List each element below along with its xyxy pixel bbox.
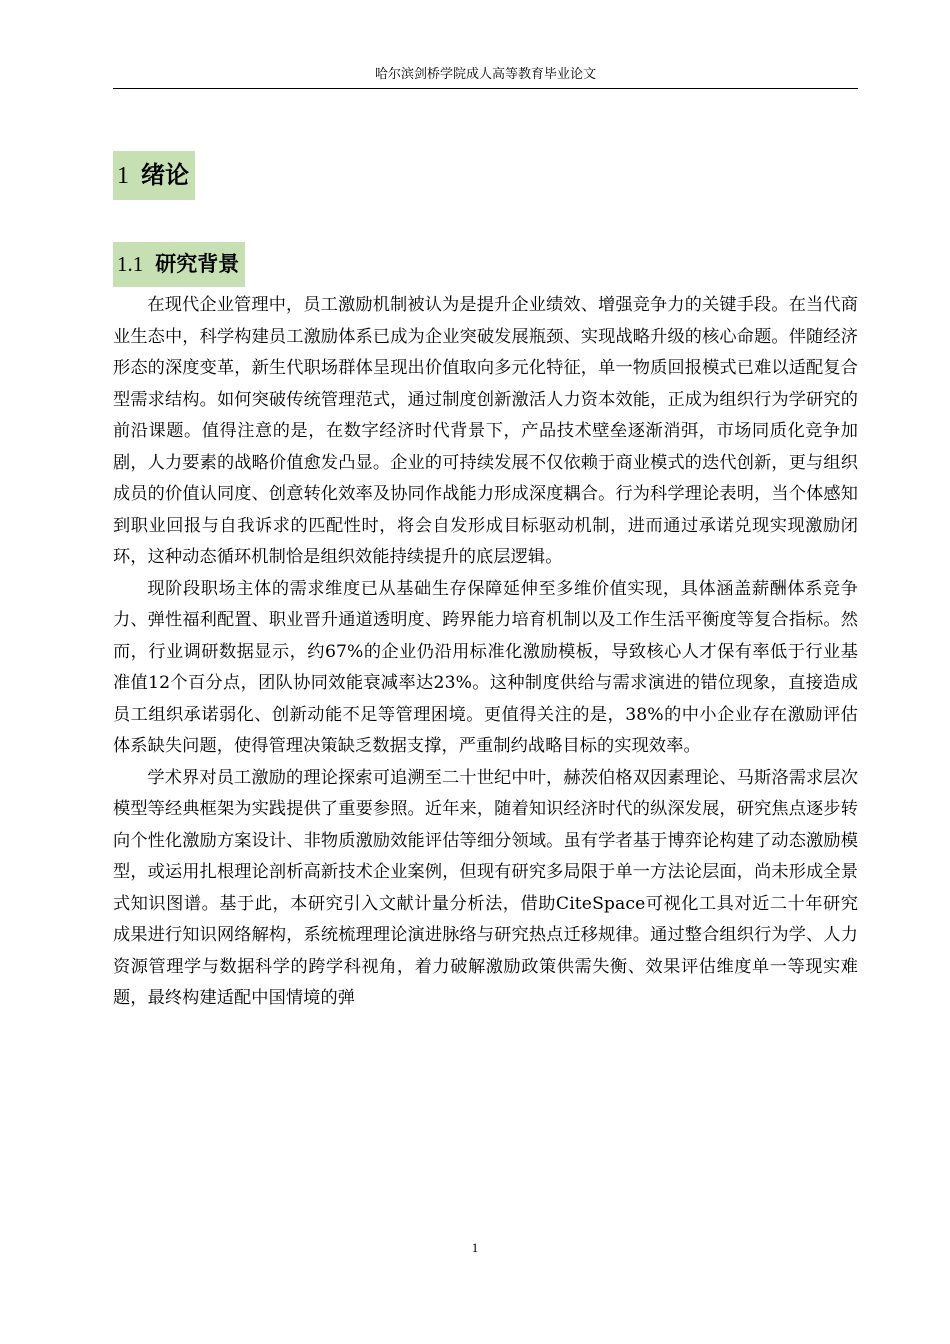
section-heading xyxy=(113,242,245,287)
chapter-heading xyxy=(113,151,195,200)
chapter-title: 绪论 xyxy=(141,161,189,189)
paragraph-1: 在现代企业管理中，员工激励机制被认为是提升企业绩效、增强竞争力的关键手段。在当代商业生态中，科学构建员工激励体系已成为企业突破发展瓶颈、实现战略升级的核心命题。伴随经济形态的深度变革，新生代职场群体呈现出价值取向多元化特征，单一物质回报模式已难以适配复合型需求结构。如何突破传统管理范式，通过制度创新激活人力资本效能，正成为组织行为学研究的前沿课题。值得注意的是，在数字经济时代背景下，产品技术壁垒逐渐消弭，市场同质化竞争加剧，人力要素的战略价值愈发凸显。企业的可持续发展不仅依赖于商业模式的迭代创新，更与组织成员的价值认同度、创意转化效率及协同作战能力形成深度耦合。行为科学理论表明，当个体感知到职业回报与自我诉求的匹配性时，将会自发形成目标驱动机制，进而通过承诺兑现实现激励闭环，这种动态循环机制恰是组织效能持续提升的底层逻辑。 xyxy=(113,295,858,567)
section-title: 研究背景 xyxy=(155,252,240,276)
chapter-number: 1 xyxy=(117,163,129,189)
section-number: 1.1 xyxy=(117,252,144,276)
page-number: 1 xyxy=(471,1240,479,1255)
body-text xyxy=(113,290,858,1015)
header-rule xyxy=(113,88,858,89)
paragraph-3: 学术界对员工激励的理论探索可追溯至二十世纪中叶，赫茨伯格双因素理论、马斯洛需求层次模型等经典框架为实践提供了重要参照。近年来，随着知识经济时代的纵深发展，研究焦点逐步转向个性化激励方案设计、非物质激励效能评估等细分领域。虽有学者基于博弈论构建了动态激励模型，或运用扎根理论剖析高新技术企业案例，但现有研究多局限于单一方法论层面，尚未形成全景式知识图谱。基于此，本研究引入文献计量分析法，借助CiteSpace可视化工具对近二十年研究成果进行知识网络解构，系统梳理理论演进脉络与研究热点迁移规律。通过整合组织行为学、人力资源管理学与数据科学的跨学科视角，着力破解激励政策供需失衡、效果评估维度单一等现实难题，最终构建适配中国情境的弹 xyxy=(113,767,858,1008)
running-header: 哈尔滨剑桥学院成人高等教育毕业论文 xyxy=(374,67,596,82)
paragraph-2: 现阶段职场主体的需求维度已从基础生存保障延伸至多维价值实现，具体涵盖薪酬体系竞争力、弹性福利配置、职业晋升通道透明度、跨界能力培育机制以及工作生活平衡度等复合指标。然而，行业调研数据显示，约67%的企业仍沿用标准化激励模板，导致核心人才保有率低于行业基准值12个百分点，团队协同效能衰减率达23%。这种制度供给与需求演进的错位现象，直接造成员工组织承诺弱化、创新动能不足等管理困境。更值得关注的是，38%的中小企业存在激励评估体系缺失问题，使得管理决策缺乏数据支撑，严重制约战略目标的实现效率。 xyxy=(113,578,858,756)
